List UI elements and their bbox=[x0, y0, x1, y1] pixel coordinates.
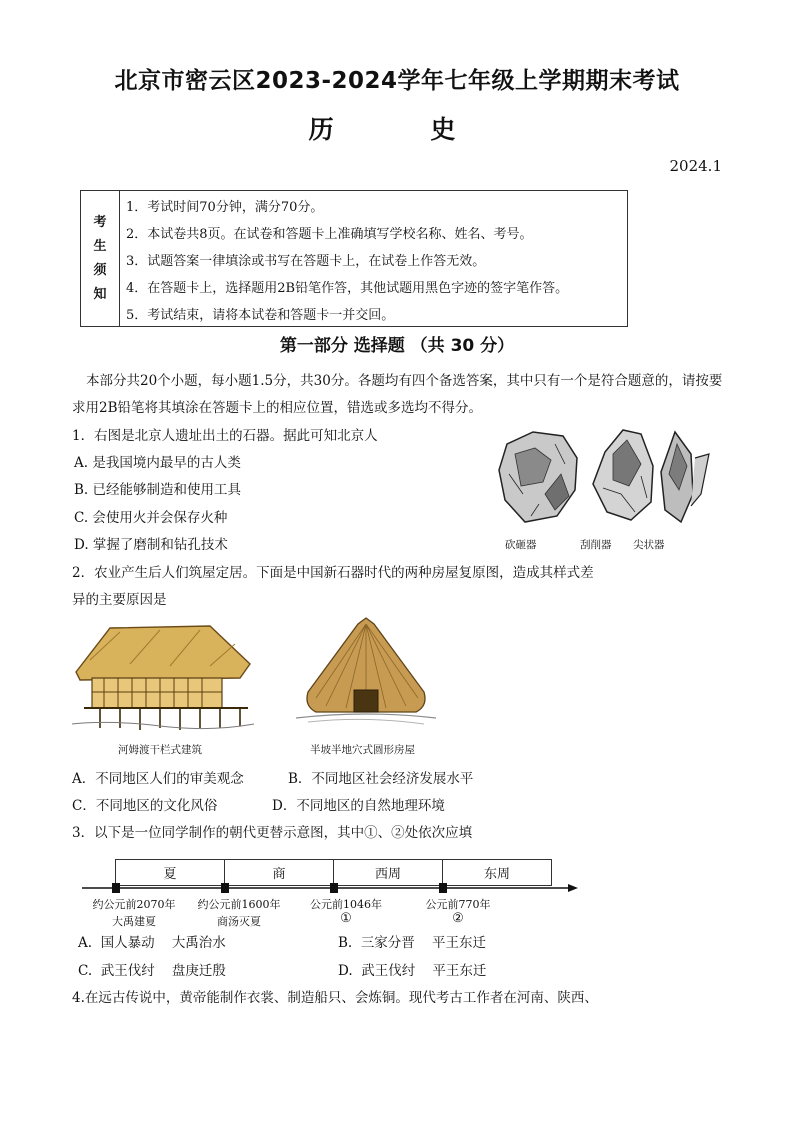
timeline-date-1: 约公元前2070年 bbox=[92, 898, 176, 911]
q1-option-b: B. 已经能够制造和使用工具 bbox=[74, 482, 242, 498]
chopper-tool-image bbox=[499, 432, 577, 522]
q1-option-a: A. 是我国境内最早的古人类 bbox=[74, 455, 241, 471]
caption-hemudu: 河姆渡干栏式建筑 bbox=[118, 744, 202, 756]
timeline-date-2: 约公元前1600年 bbox=[197, 898, 281, 911]
timeline-xia: 夏 bbox=[115, 859, 225, 886]
exam-title: 北京市密云区2023-2024学年七年级上学期期末考试 bbox=[114, 68, 680, 94]
q3-option-a: A. 国人暴动 大禹治水 bbox=[78, 935, 226, 951]
q3-option-c: C. 武王伐纣 盘庚迁殷 bbox=[78, 963, 226, 979]
q3-stem: 3．以下是一位同学制作的朝代更替示意图，其中①、②处依次应填 bbox=[72, 825, 473, 841]
q1-stem: 1．右图是北京人遗址出土的石器。据此可知北京人 bbox=[72, 428, 378, 444]
q1-option-d: D. 掌握了磨制和钻孔技术 bbox=[74, 537, 228, 553]
timeline-eastern-zhou: 东周 bbox=[442, 859, 552, 886]
q1-option-c: C. 会使用火并会保存火种 bbox=[74, 510, 228, 526]
q2-option-b: B．不同地区社会经济发展水平 bbox=[288, 771, 474, 787]
q3-option-d: D. 武王伐纣 平王东迁 bbox=[338, 963, 487, 979]
part1-heading: 第一部分 选择题 （共 30 分） bbox=[279, 336, 515, 356]
timeline-marker bbox=[221, 883, 229, 893]
notice-label-char: 须 bbox=[93, 262, 107, 278]
timeline-shang: 商 bbox=[224, 859, 334, 886]
q2-stem-line2: 异的主要原因是 bbox=[72, 592, 167, 608]
timeline-marker bbox=[439, 883, 447, 893]
timeline-event-4: ② bbox=[452, 911, 464, 926]
notice-label-char: 生 bbox=[93, 238, 107, 254]
caption-banpo: 半坡半地穴式圆形房屋 bbox=[310, 744, 415, 756]
timeline-event-1: 大禹建夏 bbox=[112, 915, 156, 928]
timeline-western-zhou: 西周 bbox=[333, 859, 443, 886]
scraper-tool-image bbox=[593, 430, 653, 520]
part1-intro: 本部分共20个小题，每小题1.5分，共30分。各题均有四个备选答案，其中只有一个是符合题意的，请按要求用2B铅笔将其填涂在答题卡上的相应位置，错选或多选均不得分。 bbox=[72, 373, 723, 416]
notice-label-char: 考 bbox=[93, 214, 107, 230]
caption-scraper: 刮削器 bbox=[580, 539, 612, 551]
q3-option-b: B. 三家分晋 平王东迁 bbox=[338, 935, 486, 951]
q4-stem: 4.在远古传说中，黄帝能制作衣裳、制造船只、会炼铜。现代考古工作者在河南、陕西、 bbox=[72, 990, 598, 1006]
caption-point: 尖状器 bbox=[633, 539, 665, 551]
timeline-axis bbox=[82, 880, 582, 896]
notice-item: 5．考试结束，请将本试卷和答题卡一并交回。 bbox=[126, 308, 395, 323]
q2-option-a: A．不同地区人们的审美观念 bbox=[72, 771, 244, 787]
timeline-date-3: 公元前1046年 bbox=[310, 898, 382, 911]
timeline-date-4: 公元前770年 bbox=[425, 898, 491, 911]
timeline-marker bbox=[330, 883, 338, 893]
exam-notice-box bbox=[80, 190, 628, 327]
q2-stem-line1: 2．农业产生后人们筑屋定居。下面是中国新石器时代的两种房屋复原图，造成其样式差 bbox=[72, 565, 594, 581]
notice-item: 2．本试卷共8页。在试卷和答题卡上准确填写学校名称、姓名、考号。 bbox=[126, 227, 533, 242]
notice-item: 4．在答题卡上，选择题用2B铅笔作答，其他试题用黑色字迹的签字笔作答。 bbox=[126, 281, 569, 296]
subject-title: 历 史 bbox=[308, 115, 486, 144]
exam-date: 2024.1 bbox=[669, 157, 722, 175]
q2-option-c: C．不同地区的文化风俗 bbox=[72, 798, 218, 814]
point-tool-image bbox=[661, 432, 709, 522]
notice-label-char: 知 bbox=[93, 286, 107, 302]
q2-option-d: D．不同地区的自然地理环境 bbox=[272, 798, 445, 814]
timeline-event-3: ① bbox=[340, 911, 352, 926]
stilt-house-illustration bbox=[70, 620, 255, 732]
caption-chopper: 砍砸器 bbox=[505, 539, 537, 551]
notice-item: 3．试题答案一律填涂或书写在答题卡上，在试卷上作答无效。 bbox=[126, 254, 486, 269]
timeline-event-2: 商汤灭夏 bbox=[217, 915, 261, 928]
timeline-marker bbox=[112, 883, 120, 893]
round-house-illustration bbox=[296, 614, 436, 732]
notice-item: 1．考试时间70分钟，满分70分。 bbox=[126, 200, 324, 215]
stone-tools-illustration bbox=[495, 424, 715, 532]
notice-list bbox=[126, 194, 568, 329]
notice-label bbox=[81, 191, 120, 326]
